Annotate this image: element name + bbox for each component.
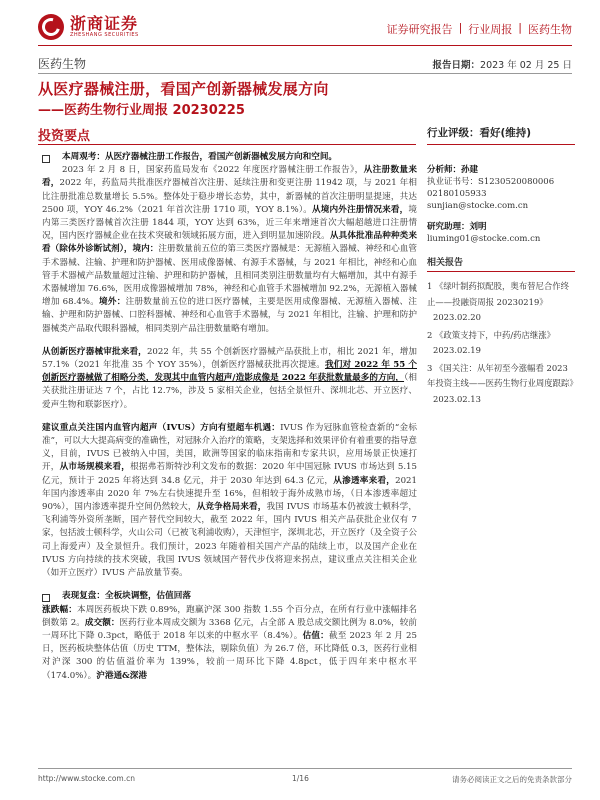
text: 境内第三类医疗器械首次注册 1844 项，YOY 达到 63%，近三年来增速首次大幅超越进口注册情况，国内医疗器械企业在技术突破和领域拓展方面，进入到明显加速阶段。	[42, 204, 417, 242]
related-report-date: 2023.02.13	[433, 393, 481, 404]
analyst-block	[427, 164, 575, 212]
related-reports-heading: 相关报告	[427, 255, 575, 272]
disclaimer-note: 请务必阅读正文之后的免责条款部分	[452, 775, 572, 784]
researcher-email[interactable]: liuming01@stocke.com.cn	[427, 234, 541, 244]
emphasis: 沪港通&深港	[96, 670, 147, 681]
related-report-item[interactable]	[427, 361, 578, 408]
text: 2022 年，药监局共批准医疗器械首次注册、延续注册和变更注册 11942 项，与 2021 年相比注册批准总数量增长 5.5%。整体处于稳步增长态势，其中，新器械的首次注册明显提速，共达 2500 项，YOY 46.2%（2021 年首次注册 1710 项，YOY 8.1%）。	[42, 178, 417, 215]
nav-separator: |	[518, 21, 522, 34]
paragraph-weekly-view	[42, 151, 417, 336]
report-date-value: 2023 年 02 月 25 日	[480, 60, 572, 71]
analyst-license: 执业证书号：S1230520080006	[427, 177, 555, 187]
emphasis: 从注册数量来看，	[42, 165, 417, 189]
emphasis: 涨跌幅：	[42, 604, 78, 615]
divider	[38, 73, 572, 74]
analyst-label: 分析师：	[427, 165, 462, 175]
sector-label: 医药生物	[38, 57, 87, 71]
section-rule	[38, 144, 416, 145]
report-date-label: 报告日期：	[432, 60, 481, 71]
analyst-name: 孙建	[461, 165, 479, 175]
nav-separator: |	[458, 21, 463, 34]
text: 注册数量前五位的进口医疗器械，主要是医用成像器械、无源植入器械、注输、护理和防护器械、口腔科器械、神经和心血管手术器械，与 2021 年相比，注输、护理和防护器械类产品取代眼科器械，相同类别产品注册数量略有增加。	[42, 297, 417, 334]
emphasis: 估值：	[302, 630, 329, 641]
text: IVUS 作为冠脉血管检查新的“金标准”，可以大大提高病变的准确性，对冠脉介入治疗的策略，支架选择和效果评价有着重要的指导意义，目前，IVUS 已被纳入中国，美国，欧洲等国家的临床指南和专家共识，应用场景正快速打开，	[42, 422, 417, 473]
related-report-title: 3 《国关注：从年初至今涨幅看 2023 年投资主线——医药生物行业周度跟踪》	[427, 362, 578, 388]
text: 我国 IVUS 市场基本仍被波士顿科学，飞利浦等外资所垄断，国产替代空间较大，截至 2022 年，国内 IVUS 相关产品获批企业仅有 7 家，包括波士顿科学，火山公司（已被飞利浦收购），天津恒宇，深圳北芯，开立医疗（及全资子公司上海爱声）及全景恒升。我们预计，2023 年随着相关国产产品的陆续上市，以及国产企业在 IVUS 方向持续的技术突破，我国 IVUS 领域国产替代步伐将迎来拐点，建议重点关注相关企业（如开立医疗）IVUS 产品放量节奏。	[42, 502, 417, 579]
analyst-email[interactable]: sunjian@stocke.com.cn	[427, 201, 529, 211]
text: 根据弗若斯特沙利文发布的数据：2020 年中国冠脉 IVUS 市场达到 5.15 亿元，预计于 2025 年将达到 34.8 亿元，并于 2030 年达到 64.3 亿元，	[42, 462, 417, 486]
analyst-phone: 02180105933	[427, 189, 487, 199]
footer-url[interactable]: http://www.stocke.com.cn	[38, 774, 135, 783]
nav-item-research: 证券研究报告	[386, 23, 453, 36]
top-nav	[387, 21, 572, 37]
researcher-label: 研究助理：	[427, 222, 470, 232]
related-report-date: 2023.02.19	[433, 345, 481, 355]
text: 2022 年，共 55 个创新医疗器械产品获批上市，相比 2021 年，增加 57.1%（2021 年批准 35 个 YOY 35%），创新医疗器械获批再次提速。	[42, 346, 417, 371]
text: 2021 年国内渗透率由 2020 年 7%左右快速提升至 16%，但相较于海外成熟市场，（日本渗透率超过 90%），国内渗透率提升空间仍然较大，	[42, 475, 417, 513]
emphasis: 从竞争格局来看，	[196, 502, 267, 513]
rating-value: 看好(维持)	[479, 127, 532, 139]
text: 截至 2023 年 2 月 25 日，医药板块整体估值（历史 TTM，整体法，剔除负值）为 26.7 倍，环比降低 0.3，医药行业相对沪深 300 的估值溢价率为 139%，较前一周环比下降 4.8pct，低于四年来中枢水平（174.0%）。	[42, 630, 417, 681]
related-report-date: 2023.02.20	[433, 312, 481, 322]
footer-rule	[38, 768, 572, 769]
rating-label: 行业评级：	[427, 127, 480, 139]
related-report-title: 2 《政策支持下，中药/药店继涨》	[427, 329, 556, 340]
paragraph-innovation	[42, 346, 417, 412]
nav-item-sector: 医药生物	[528, 23, 572, 36]
bullet	[42, 591, 191, 601]
brand-logo	[38, 14, 139, 40]
emphasis: 从市场规模来看，	[59, 462, 131, 473]
brand-mark-icon	[38, 14, 64, 40]
paragraph-lead: 表现复盘：全板块调整，估值回落	[62, 591, 191, 602]
header-rule	[38, 45, 572, 46]
researcher-block	[427, 221, 575, 245]
sidebar	[427, 125, 578, 409]
industry-rating	[427, 125, 575, 145]
text: 医药行业本周成交额为 3368 亿元，占全部 A 股总成交额比例为 8.0%，较前一周环比下降 0.3pct，略低于 2018 年以来的中枢水平（8.4%）。	[42, 617, 417, 641]
report-title: 从医疗器械注册，看国产创新器械发展方向	[38, 80, 329, 98]
bullet	[42, 152, 337, 162]
emphasis: 从具体批准品种种类来看（除体外诊断试剂），境内：	[42, 231, 417, 255]
page-number: 1/16	[292, 774, 309, 783]
emphasis: 从创新医疗器械审批来看，	[42, 346, 147, 357]
researcher-name: 刘明	[469, 222, 487, 232]
text: 2023 年 2 月 8 日，国家药监局发布《2022 年度医疗器械注册工作报告》，	[62, 165, 364, 176]
emphasis-underline: 我们对 2022 年 55 个创新医疗器械做了相略分类，发现其中血管内超声/造影成像是 2022 年获批数量最多的方向，	[42, 360, 417, 384]
related-reports-list	[427, 279, 578, 407]
report-subtitle: ——医药生物行业周报 20230225	[38, 103, 245, 118]
paragraph-ivus	[42, 422, 417, 580]
section-heading: 投资要点	[38, 129, 91, 144]
related-report-item[interactable]	[427, 328, 575, 359]
brand-name: 浙商证券	[70, 14, 139, 33]
text: 本周医药板块下跌 0.89%，跑赢沪深 300 指数 1.55 个百分点，在所有行业中涨幅排名倒数第 2。	[42, 604, 417, 628]
emphasis: 从境内外注册情况来看，	[312, 204, 409, 215]
main-content	[42, 151, 417, 693]
text: （相关获批注册证达 7 个，占比 12.7%，涉及 5 家相关企业，包括全景恒升、深圳北芯、开立医疗、爱声生物和联影医疗）。	[42, 373, 417, 410]
paragraph-review	[42, 590, 417, 682]
brand-name-en: ZHESHANG SECURITIES	[70, 32, 139, 38]
nav-item-type: 行业周报	[468, 23, 513, 36]
emphasis: 成交额：	[84, 617, 120, 628]
report-date	[433, 57, 572, 71]
related-report-title: 1 《绿叶制药拟配股，奥布替尼合作终止——投融资周报 20230219》	[427, 281, 569, 307]
emphasis: 建议重点关注国内血管内超声（IVUS）方向有望超车机遇：	[42, 422, 281, 433]
text: 注册数量前五位的第三类医疗器械是：无源植入器械、神经和心血管手术器械、注输、护理和防护器械、医用成像器械、有源手术器械，与 2021 年相比，神经和心血管手术器械产品数量超过注输、护理和防护器械，且相同类别注册数量均有大幅增加，其中有源手术器械增加 76.6%，医用成像器械增加 78%，神经和心血管手术器械增加 92.2%，无源植入器械增加 68.4%。	[42, 244, 417, 308]
related-report-item[interactable]	[427, 279, 575, 326]
paragraph-lead: 本周观考：从医疗器械注册工作报告，看国产创新器械发展方向和空间。	[62, 152, 338, 162]
emphasis: 从渗透率来看，	[333, 475, 396, 486]
emphasis: 境外：	[99, 297, 126, 308]
